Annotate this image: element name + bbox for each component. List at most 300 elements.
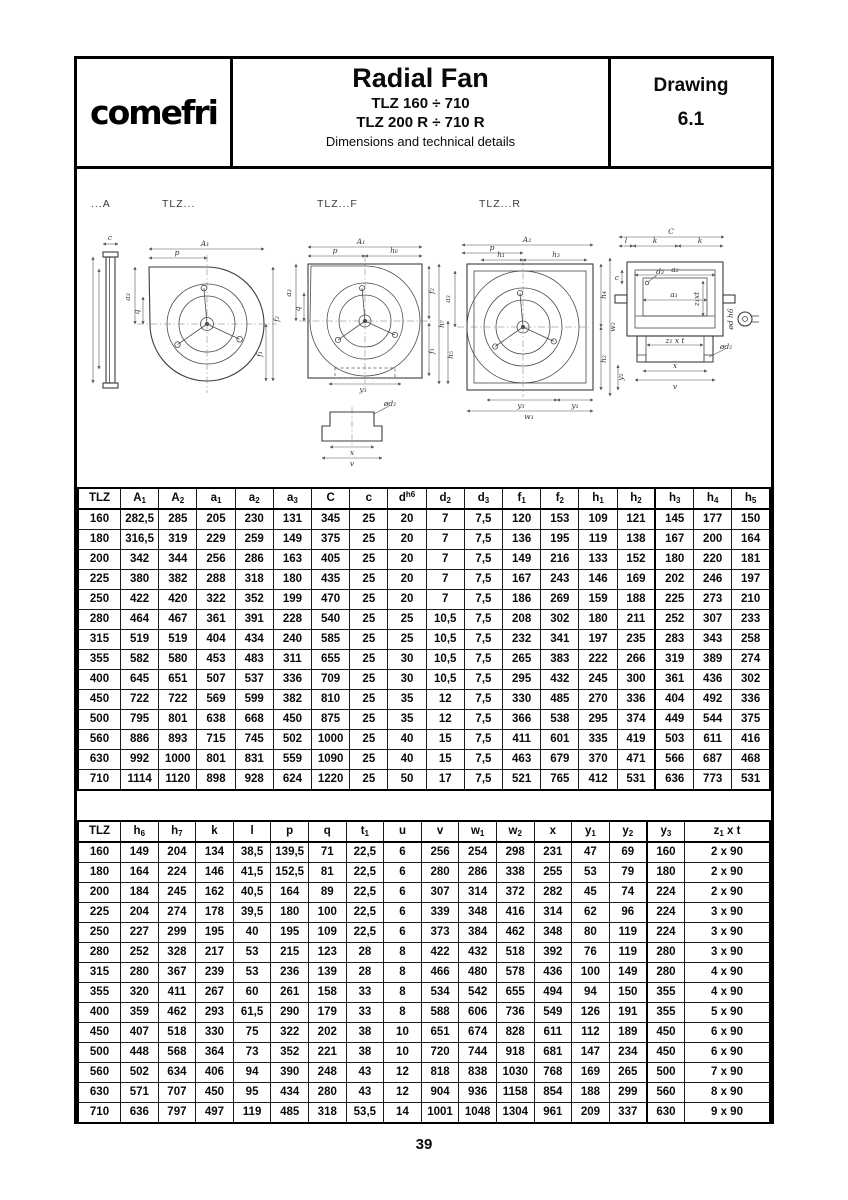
cell: 225: [78, 903, 121, 923]
page-title: Radial Fan: [352, 63, 489, 93]
cell: 62: [572, 903, 610, 923]
cell: 391: [235, 610, 273, 630]
cell: 222: [579, 650, 617, 670]
cell: 202: [655, 570, 693, 590]
cell: 311: [273, 650, 311, 670]
cell: 258: [732, 630, 770, 650]
cell: 341: [541, 630, 579, 650]
dim-label: A₁: [200, 239, 210, 248]
cell: 40: [233, 923, 271, 943]
cell: 12: [384, 1083, 422, 1103]
cell: 463: [503, 750, 541, 770]
cell: 180: [78, 530, 121, 550]
column-header: $z_1$ x t: [685, 821, 771, 842]
cell: 537: [235, 670, 273, 690]
cell: 359: [121, 1003, 159, 1023]
dim-label: z₁xt: [692, 291, 701, 307]
dim-label: p: [174, 248, 180, 257]
column-header: $h_2$: [617, 488, 655, 509]
cell: 41,5: [233, 863, 271, 883]
column-header: $y_1$: [572, 821, 610, 842]
cell: 25: [350, 530, 388, 550]
cell: 12: [426, 710, 464, 730]
table-row: [78, 943, 770, 963]
cell: 293: [196, 1003, 234, 1023]
cell: 560: [78, 730, 121, 750]
cell: 655: [312, 650, 350, 670]
cell: 150: [732, 509, 770, 530]
cell: 270: [579, 690, 617, 710]
cell: 40: [388, 750, 426, 770]
cell: 722: [159, 690, 197, 710]
cell: 559: [273, 750, 311, 770]
cell: 549: [534, 1003, 572, 1023]
cell: 918: [496, 1043, 534, 1063]
cell: 178: [196, 903, 234, 923]
cell: 273: [694, 590, 732, 610]
column-header: v: [421, 821, 459, 842]
cell: 801: [197, 750, 235, 770]
cell: 606: [459, 1003, 497, 1023]
cell: 355: [647, 983, 685, 1003]
cell: 468: [732, 750, 770, 770]
cell: 436: [534, 963, 572, 983]
cell: 560: [647, 1083, 685, 1103]
cell: 768: [534, 1063, 572, 1083]
cell: 4 x 90: [685, 963, 771, 983]
cell: 73: [233, 1043, 271, 1063]
cell: 521: [503, 770, 541, 791]
cell: 200: [78, 550, 121, 570]
cell: 544: [694, 710, 732, 730]
dim-label: y₃: [359, 385, 367, 394]
table-row: [78, 710, 770, 730]
cell: 375: [312, 530, 350, 550]
cell: 295: [503, 670, 541, 690]
cell: 149: [503, 550, 541, 570]
cell: 298: [496, 842, 534, 863]
cell: 961: [534, 1103, 572, 1124]
cell: 231: [534, 842, 572, 863]
cell: 280: [78, 610, 121, 630]
cell: 160: [78, 842, 121, 863]
cell: 389: [694, 650, 732, 670]
cell: 765: [541, 770, 579, 791]
table-row: [78, 1063, 770, 1083]
cell: 256: [421, 842, 459, 863]
dim-label: a₁: [670, 290, 678, 299]
cell: 139,5: [271, 842, 309, 863]
cell: 22,5: [346, 923, 384, 943]
cell: 405: [312, 550, 350, 570]
cell: 6: [384, 863, 422, 883]
cell: 89: [308, 883, 346, 903]
cell: 38: [346, 1043, 384, 1063]
cell: 10,5: [426, 670, 464, 690]
table-row: [78, 610, 770, 630]
cell: 197: [579, 630, 617, 650]
cell: 838: [459, 1063, 497, 1083]
cell: 745: [235, 730, 273, 750]
cell: 364: [196, 1043, 234, 1063]
cell: 1114: [121, 770, 159, 791]
cell: 322: [197, 590, 235, 610]
cell: 355: [78, 983, 121, 1003]
cell: 801: [159, 710, 197, 730]
cell: 318: [308, 1103, 346, 1124]
dim-label: f₁: [255, 351, 264, 357]
cell: 119: [579, 530, 617, 550]
column-header: $w_2$: [496, 821, 534, 842]
table-row: [78, 550, 770, 570]
cell: 336: [732, 690, 770, 710]
cell: 687: [694, 750, 732, 770]
cell: 229: [197, 530, 235, 550]
cell: 8: [384, 1003, 422, 1023]
cell: 28: [346, 943, 384, 963]
cell: 224: [647, 903, 685, 923]
cell: 651: [159, 670, 197, 690]
column-header: $a_3$: [273, 488, 311, 509]
cell: 53,5: [346, 1103, 384, 1124]
dim-label: k: [652, 236, 658, 245]
cell: 810: [312, 690, 350, 710]
cell: 10: [384, 1043, 422, 1063]
cell: 348: [459, 903, 497, 923]
cell: 265: [609, 1063, 647, 1083]
table-row: [78, 963, 770, 983]
column-header: $y_2$: [609, 821, 647, 842]
cell: 195: [271, 923, 309, 943]
cell: 285: [159, 509, 197, 530]
cell: 831: [235, 750, 273, 770]
dim-label: l: [624, 236, 628, 245]
cell: 8 x 90: [685, 1083, 771, 1103]
cell: 221: [308, 1043, 346, 1063]
cell: 875: [312, 710, 350, 730]
cell: 10,5: [426, 630, 464, 650]
column-header: $t_1$: [346, 821, 384, 842]
cell: 492: [694, 690, 732, 710]
drawing-number-cell: [611, 59, 771, 166]
cell: 286: [459, 863, 497, 883]
cell: 1000: [159, 750, 197, 770]
cell: 7,5: [464, 570, 502, 590]
cell: 330: [196, 1023, 234, 1043]
cell: 681: [534, 1043, 572, 1063]
cell: 45: [572, 883, 610, 903]
cell: 320: [121, 983, 159, 1003]
cell: 119: [609, 923, 647, 943]
dim-label: a₃: [284, 289, 293, 297]
cell: 53: [572, 863, 610, 883]
cell: 188: [617, 590, 655, 610]
cell: 177: [694, 509, 732, 530]
title-block: [77, 59, 771, 169]
cell: 6: [384, 883, 422, 903]
cell: 344: [159, 550, 197, 570]
logo-cell: [77, 59, 233, 166]
cell: 1304: [496, 1103, 534, 1124]
cell: 352: [271, 1043, 309, 1063]
cell: 15: [426, 730, 464, 750]
cell: 220: [694, 550, 732, 570]
cell: 96: [609, 903, 647, 923]
cell: 566: [655, 750, 693, 770]
cell: 404: [655, 690, 693, 710]
table-row: [78, 690, 770, 710]
cell: 280: [647, 963, 685, 983]
dimensions-table-1: [77, 487, 771, 791]
table-row: [78, 730, 770, 750]
cell: 370: [579, 750, 617, 770]
cell: 361: [197, 610, 235, 630]
column-header: TLZ: [78, 488, 121, 509]
cell: 1090: [312, 750, 350, 770]
cell: 7,5: [464, 690, 502, 710]
cell: 380: [121, 570, 159, 590]
cell: 80: [572, 923, 610, 943]
cell: 265: [503, 650, 541, 670]
cell: 30: [388, 670, 426, 690]
drawing-tlzr: [443, 235, 625, 421]
cell: 337: [609, 1103, 647, 1124]
cell: 315: [78, 630, 121, 650]
cell: 7,5: [464, 650, 502, 670]
cell: 462: [158, 1003, 196, 1023]
cell: 152,5: [271, 863, 309, 883]
cell: 7,5: [464, 530, 502, 550]
dim-label: ød₂: [383, 399, 397, 408]
cell: 131: [273, 509, 311, 530]
cell: 407: [121, 1023, 159, 1043]
drawing-rear-view: [615, 227, 759, 391]
cell: 20: [388, 550, 426, 570]
cell: 280: [121, 963, 159, 983]
cell: 189: [609, 1023, 647, 1043]
cell: 898: [197, 770, 235, 791]
cell: 146: [579, 570, 617, 590]
cell: 494: [534, 983, 572, 1003]
cell: 531: [732, 770, 770, 791]
cell: 25: [350, 550, 388, 570]
dim-label: a₃: [443, 295, 452, 303]
cell: 109: [308, 923, 346, 943]
cell: 568: [158, 1043, 196, 1063]
cell: 81: [308, 863, 346, 883]
table-row: [78, 1043, 770, 1063]
cell: 20: [388, 590, 426, 610]
column-header: $d^{h6}$: [388, 488, 426, 509]
cell: 205: [197, 509, 235, 530]
cell: 436: [694, 670, 732, 690]
cell: 585: [312, 630, 350, 650]
model-range-2: TLZ 200 R ÷ 710 R: [356, 114, 485, 132]
cell: 266: [617, 650, 655, 670]
dim-label: y₂: [616, 373, 625, 381]
cell: 638: [197, 710, 235, 730]
cell: 345: [312, 509, 350, 530]
cell: 10,5: [426, 650, 464, 670]
cell: 722: [121, 690, 159, 710]
cell: 139: [308, 963, 346, 983]
dim-label: ød h6: [726, 308, 735, 330]
cell: 449: [655, 710, 693, 730]
cell: 25: [350, 570, 388, 590]
cell: 234: [609, 1043, 647, 1063]
cell: 119: [609, 943, 647, 963]
cell: 22,5: [346, 883, 384, 903]
cell: 1158: [496, 1083, 534, 1103]
table-row: [78, 923, 770, 943]
cell: 33: [346, 1003, 384, 1023]
cell: 282,5: [121, 509, 159, 530]
cell: 3 x 90: [685, 903, 771, 923]
column-header: $y_3$: [647, 821, 685, 842]
cell: 471: [617, 750, 655, 770]
cell: 710: [78, 1103, 121, 1124]
cell: 38,5: [233, 842, 271, 863]
cell: 217: [196, 943, 234, 963]
cell: 75: [233, 1023, 271, 1043]
cell: 7,5: [464, 610, 502, 630]
dim-label: ød₂: [719, 342, 733, 351]
cell: 169: [617, 570, 655, 590]
dim-label: a₃: [123, 293, 132, 301]
cell: 295: [579, 710, 617, 730]
cell: 233: [732, 610, 770, 630]
cell: 164: [271, 883, 309, 903]
cell: 280: [647, 943, 685, 963]
dim-label: f₁: [427, 348, 436, 354]
cell: 94: [572, 983, 610, 1003]
cell: 412: [579, 770, 617, 791]
cell: 167: [655, 530, 693, 550]
cell: 40: [388, 730, 426, 750]
cell: 180: [647, 863, 685, 883]
cell: 164: [732, 530, 770, 550]
column-header: u: [384, 821, 422, 842]
cell: 366: [503, 710, 541, 730]
cell: 119: [233, 1103, 271, 1124]
cell: 209: [572, 1103, 610, 1124]
cell: 8: [384, 983, 422, 1003]
cell: 195: [196, 923, 234, 943]
cell: 200: [694, 530, 732, 550]
cell: 339: [421, 903, 459, 923]
technical-drawings: [77, 169, 771, 485]
cell: 25: [350, 610, 388, 630]
cell: 7: [426, 590, 464, 610]
cell: 138: [617, 530, 655, 550]
cell: 936: [459, 1083, 497, 1103]
cell: 180: [579, 610, 617, 630]
column-header: $h_4$: [694, 488, 732, 509]
cell: 588: [421, 1003, 459, 1023]
cell: 20: [388, 509, 426, 530]
cell: 94: [233, 1063, 271, 1083]
cell: 411: [503, 730, 541, 750]
dim-label: h₅: [446, 351, 455, 359]
cell: 25: [350, 770, 388, 791]
column-header: $w_1$: [459, 821, 497, 842]
cell: 248: [308, 1063, 346, 1083]
cell: 60: [233, 983, 271, 1003]
cell: 25: [350, 630, 388, 650]
cell: 928: [235, 770, 273, 791]
cell: 352: [235, 590, 273, 610]
cell: 12: [426, 690, 464, 710]
cell: 1000: [312, 730, 350, 750]
comefri-logo: comefri: [90, 93, 217, 132]
cell: 3 x 90: [685, 923, 771, 943]
cell: 302: [732, 670, 770, 690]
cell: 10: [384, 1023, 422, 1043]
cell: 601: [541, 730, 579, 750]
cell: 149: [121, 842, 159, 863]
table-row: [78, 903, 770, 923]
cell: 20: [388, 530, 426, 550]
cell: 569: [197, 690, 235, 710]
cell: 299: [158, 923, 196, 943]
dim-label: w₁: [524, 412, 534, 421]
cell: 580: [159, 650, 197, 670]
cell: 450: [647, 1023, 685, 1043]
cell: 7: [426, 570, 464, 590]
column-header: $a_1$: [197, 488, 235, 509]
cell: 240: [273, 630, 311, 650]
cell: 211: [617, 610, 655, 630]
cell: 159: [579, 590, 617, 610]
cell: 267: [196, 983, 234, 1003]
cell: 259: [235, 530, 273, 550]
cell: 432: [459, 943, 497, 963]
dim-label: q: [293, 306, 302, 312]
cell: 12: [384, 1063, 422, 1083]
cell: 434: [235, 630, 273, 650]
table-row: [78, 509, 770, 530]
cell: 300: [617, 670, 655, 690]
cell: 507: [197, 670, 235, 690]
cell: 25: [350, 730, 388, 750]
table-row: [78, 650, 770, 670]
cell: 450: [647, 1043, 685, 1063]
cell: 112: [572, 1023, 610, 1043]
cell: 232: [503, 630, 541, 650]
cell: 560: [78, 1063, 121, 1083]
cell: 235: [617, 630, 655, 650]
cell: 180: [271, 903, 309, 923]
table-row: [78, 1003, 770, 1023]
cell: 7,5: [464, 670, 502, 690]
table-row: [78, 1083, 770, 1103]
cell: 382: [273, 690, 311, 710]
cell: 147: [572, 1043, 610, 1063]
column-header: TLZ: [78, 821, 121, 842]
cell: 228: [273, 610, 311, 630]
drawing-tlz: [123, 239, 281, 393]
cell: 22,5: [346, 903, 384, 923]
cell: 74: [609, 883, 647, 903]
cell: 390: [271, 1063, 309, 1083]
cell: 167: [503, 570, 541, 590]
cell: 355: [647, 1003, 685, 1023]
cell: 61,5: [233, 1003, 271, 1023]
cell: 208: [503, 610, 541, 630]
cell: 4 x 90: [685, 983, 771, 1003]
dim-label: C: [668, 227, 674, 236]
cell: 435: [312, 570, 350, 590]
